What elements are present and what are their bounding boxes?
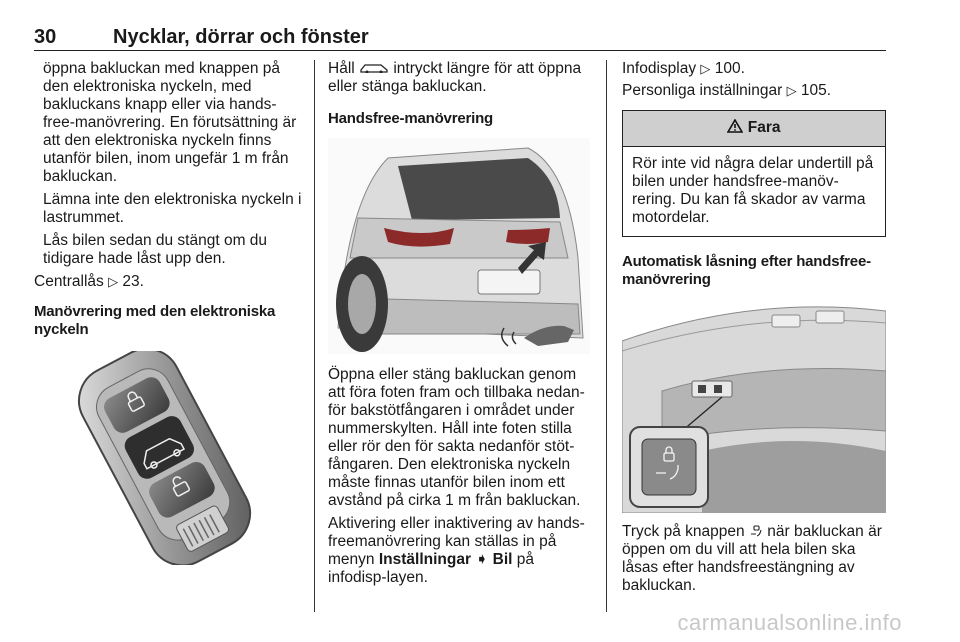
page-number: 30: [34, 26, 57, 48]
paragraph: Håll intryckt längre för att öppna eller stänga bakluckan.: [328, 60, 582, 95]
section-heading: Manövrering med den elektroniska nyckeln: [34, 303, 276, 338]
page-ref-icon: ▷: [700, 61, 711, 76]
key-fob-image: [34, 351, 296, 565]
paragraph: Lämna inte den elektroniska nyckeln i lastrummet.: [43, 191, 302, 226]
paragraph: Aktivering eller inaktivering av hands-freemanövrering kan ställas in på menyn Inställningar ➧ Bil på infodisp-layen.: [328, 515, 585, 586]
column-1: [34, 60, 304, 565]
paragraph: Öppna eller stäng bakluckan genom att föra foten fram och tillbaka nedan-för bakstötfångaren i området under nummerskylten. Håll inte foten stilla eller rör den för sakta nedanför stöt-fångaren. Den elektroniska nyckeln måste finnas utanför bilen inom ett avstånd på cirka 1 m från bakluckan.: [328, 366, 585, 509]
car-rear-image: [328, 138, 590, 354]
warning-body: Rör inte vid några delar undertill på bilen under handsfree-manöv-rering. Du kan få skador av varma motordelar.: [632, 155, 874, 226]
warning-header: [623, 111, 885, 147]
page-ref-icon: ▷: [108, 274, 119, 289]
cross-reference[interactable]: Personliga inställningar ▷ 105.: [622, 82, 832, 99]
column-3: [622, 60, 886, 600]
page-ref-icon: ▷: [786, 83, 797, 98]
cross-reference[interactable]: [34, 273, 304, 291]
reference-page: 23.: [122, 273, 144, 290]
menu-path-settings: Inställningar: [378, 551, 471, 568]
chapter-title: Nycklar, dörrar och fönster: [113, 26, 369, 48]
page-header: [34, 26, 886, 51]
column-2: [328, 60, 590, 592]
tailgate-interior-image: [622, 301, 886, 513]
paragraph: Tryck på knappen när bakluckan är öppen om du vill att hela bilen ska låsas efter handsfreestängning av bakluckan.: [622, 523, 882, 594]
column-divider: [606, 60, 607, 612]
warning-triangle-icon: [727, 119, 747, 136]
warning-title: Fara: [747, 119, 781, 136]
reference-label: Centrallås: [34, 273, 104, 290]
cross-reference[interactable]: Infodisplay ▷ 100.: [622, 60, 745, 77]
tailgate-car-icon: [359, 60, 393, 77]
menu-path-car: Bil: [492, 551, 513, 568]
watermark: carmanualsonline.info: [677, 610, 902, 635]
section-heading: Automatisk låsning efter handsfree-manövrering: [622, 253, 871, 288]
paragraph: öppna bakluckan med knappen på den elektroniska nyckeln, med bakluckans knapp eller via hands-free-manövrering. En förutsättning är att den elektroniska nyckeln finns utanför bilen, inom ungefär 1 m från bakluckan.: [43, 60, 297, 185]
paragraph: Lås bilen sedan du stängt om du tidigare hade låst upp den.: [43, 232, 268, 267]
column-divider: [314, 60, 315, 612]
warning-box: [622, 110, 886, 237]
menu-arrow: ➧: [475, 551, 489, 568]
section-heading: Handsfree-manövrering: [328, 110, 494, 127]
lock-foot-icon: [749, 523, 767, 540]
